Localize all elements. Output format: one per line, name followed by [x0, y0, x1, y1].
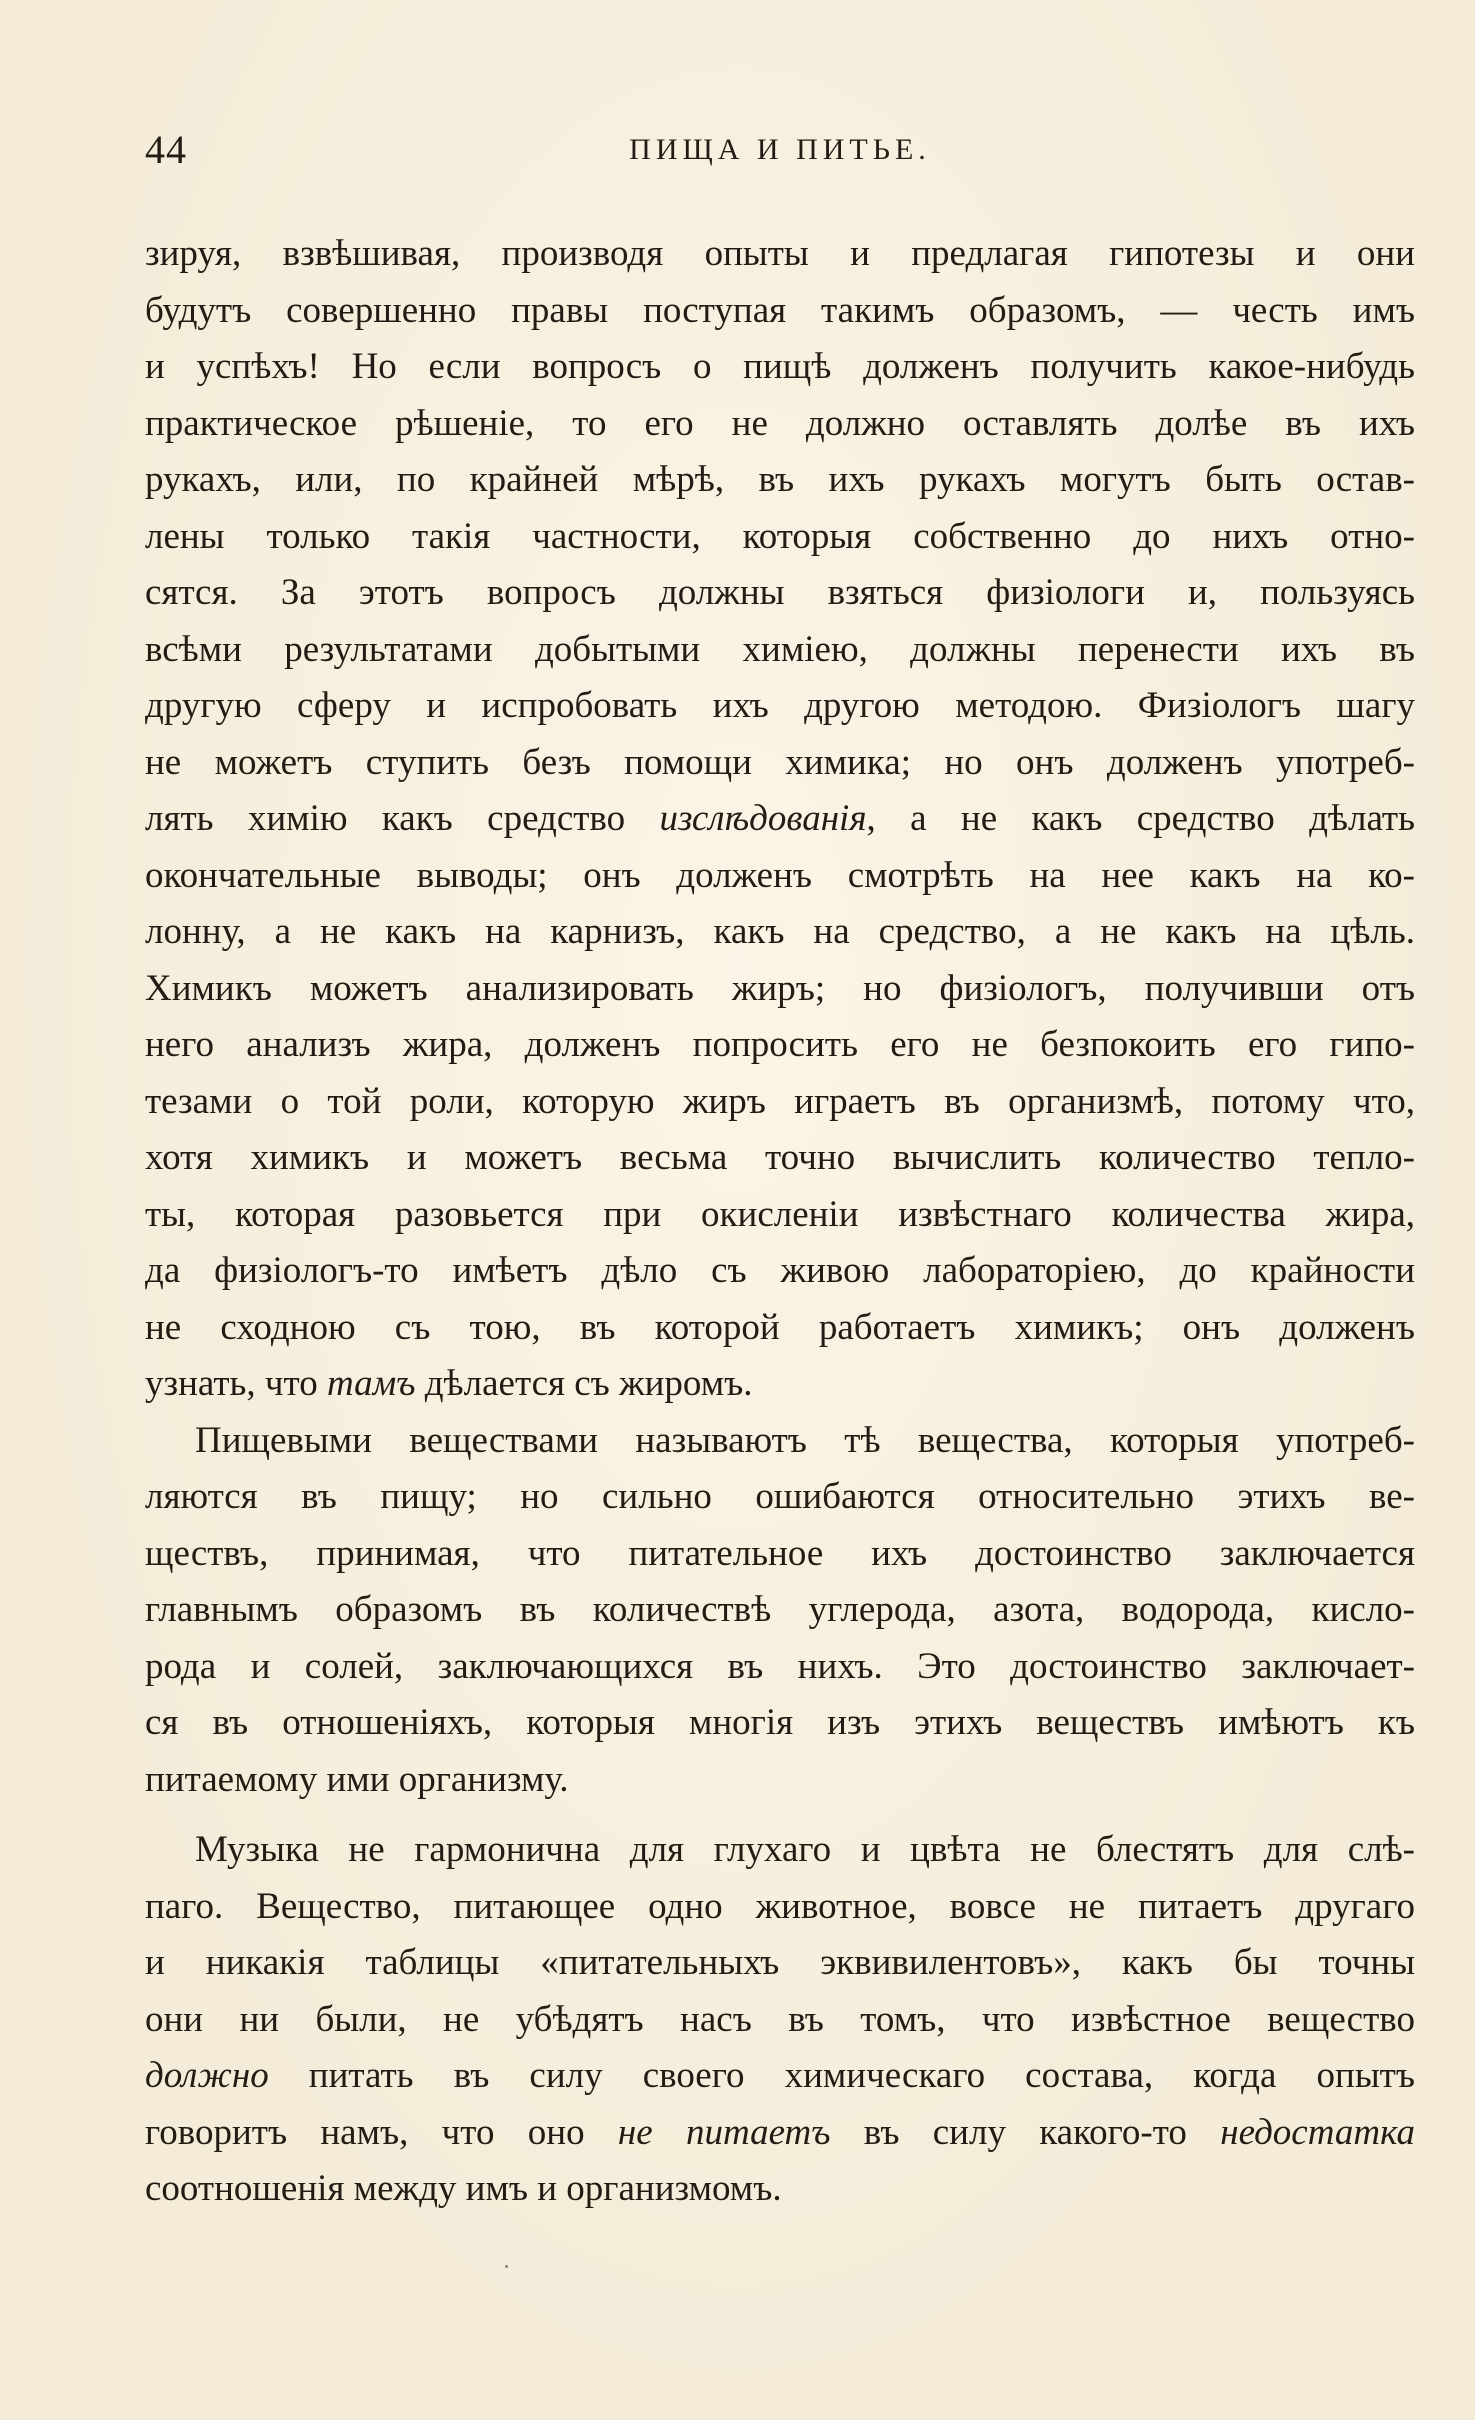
italic-emphasis: недостатка	[1220, 2111, 1415, 2153]
text-line: и никакія таблицы «питательныхъ эквивилентовъ», какъ бы точны	[145, 1942, 1415, 1983]
paragraph-spacer	[145, 1808, 1415, 1822]
text-line: да физіологъ-то имѣетъ дѣло съ живою лабораторіею, до крайности	[145, 1250, 1415, 1291]
text-line: не сходною съ тою, въ которой работаетъ химикъ; онъ долженъ	[145, 1306, 1415, 1348]
text-line	[145, 791, 1415, 848]
running-title: ПИЩА И ПИТЬЕ.	[629, 133, 931, 166]
italic-emphasis: изслѣдованія	[659, 798, 867, 839]
paragraph-1	[145, 226, 1415, 1413]
text-line: паго. Вещество, питающее одно животное, вовсе не питаетъ другаго	[145, 1885, 1415, 1927]
text-line: не можетъ ступить безъ помощи химика; но онъ долженъ употреб-	[145, 741, 1415, 783]
text-line	[145, 2048, 1415, 2105]
text-line: другую сферу и испробовать ихъ другою методою. Физіологъ шагу	[145, 685, 1415, 726]
text-line: Химикъ можетъ анализировать жиръ; но физіологъ, получивши отъ	[145, 967, 1415, 1009]
text-run: питать въ силу своего химическаго состава, когда опытъ	[268, 2055, 1415, 2096]
text-line: практическое рѣшеніе, то его не должно оставлять долѣе въ ихъ	[145, 402, 1415, 444]
text-run: лять химію какъ средство	[145, 798, 660, 839]
page-number: 44	[145, 127, 187, 172]
text-run: узнать, что	[145, 1363, 327, 1404]
text-line: главнымъ образомъ въ количествѣ углерода, азота, водорода, кисло-	[145, 1589, 1415, 1630]
italic-emphasis: должно	[145, 2055, 269, 2096]
text-run: , а не какъ средство дѣлать	[866, 798, 1415, 839]
text-line: тезами о той роли, которую жиръ играетъ въ организмѣ, потому что,	[145, 1080, 1415, 1122]
italic-emphasis: не питаетъ	[617, 2111, 831, 2153]
text-line: Пищевыми веществами называютъ тѣ вещества, которыя употреб-	[195, 1419, 1415, 1461]
text-line: зируя, взвѣшивая, производя опыты и предлагая гипотезы и они	[145, 233, 1415, 274]
text-line: всѣми результатами добытыми химіею, должны перенести ихъ въ	[145, 628, 1415, 670]
text-line: сятся. За этотъ вопросъ должны взяться физіологи и, пользуясь	[145, 572, 1415, 613]
text-line: ты, которая разовьется при окисленіи извѣстнаго количества жира,	[145, 1193, 1415, 1235]
italic-emphasis: тамъ	[326, 1363, 416, 1404]
text-line: ся въ отношеніяхъ, которыя многія изъ этихъ веществъ имѣютъ къ	[145, 1702, 1415, 1743]
text-line: будутъ совершенно правы поступая такимъ образомъ, — честь имъ	[145, 289, 1415, 331]
text-line: лонну, а не какъ на карнизъ, какъ на средство, а не какъ на цѣль.	[145, 911, 1415, 952]
text-line: соотношенія между имъ и организмомъ.	[145, 2168, 782, 2209]
text-line: ществъ, принимая, что питательное ихъ достоинство заключается	[145, 1532, 1415, 1574]
paper-speck	[505, 2265, 508, 2268]
text-line: и успѣхъ! Но если вопросъ о пищѣ долженъ получить какое-нибудь	[145, 346, 1415, 387]
text-run: говоритъ намъ, что оно	[145, 2111, 618, 2153]
text-line: они ни были, не убѣдятъ насъ въ томъ, что извѣстное вещество	[145, 1998, 1415, 2040]
paragraph-3	[145, 1822, 1415, 2218]
text-line: лены только такія частности, которыя собственно до нихъ отно-	[145, 515, 1415, 557]
text-line: рукахъ, или, по крайней мѣрѣ, въ ихъ рукахъ могутъ быть остав-	[145, 459, 1415, 500]
text-line	[145, 1356, 1415, 1413]
text-run: дѣлается съ жиромъ.	[415, 1363, 753, 1404]
text-line: рода и солей, заключающихся въ нихъ. Это достоинство заключает-	[145, 1645, 1415, 1687]
text-line	[145, 2105, 1415, 2162]
page-header	[145, 120, 1415, 180]
paragraph-2	[145, 1413, 1415, 1809]
text-line: питаемому ими организму.	[145, 1758, 569, 1800]
text-run: въ силу какого-то	[830, 2111, 1221, 2153]
text-line: него анализъ жира, долженъ попросить его не безпокоить его гипо-	[145, 1024, 1415, 1065]
text-line: ляются въ пищу; но сильно ошибаются относительно этихъ ве-	[145, 1476, 1415, 1517]
text-line: окончательные выводы; онъ долженъ смотрѣть на нее какъ на ко-	[145, 854, 1415, 896]
body-text	[145, 226, 1415, 2218]
text-line: хотя химикъ и можетъ весьма точно вычислить количество тепло-	[145, 1137, 1415, 1178]
text-line: Музыка не гармонична для глухаго и цвѣта не блестятъ для слѣ-	[195, 1829, 1415, 1870]
